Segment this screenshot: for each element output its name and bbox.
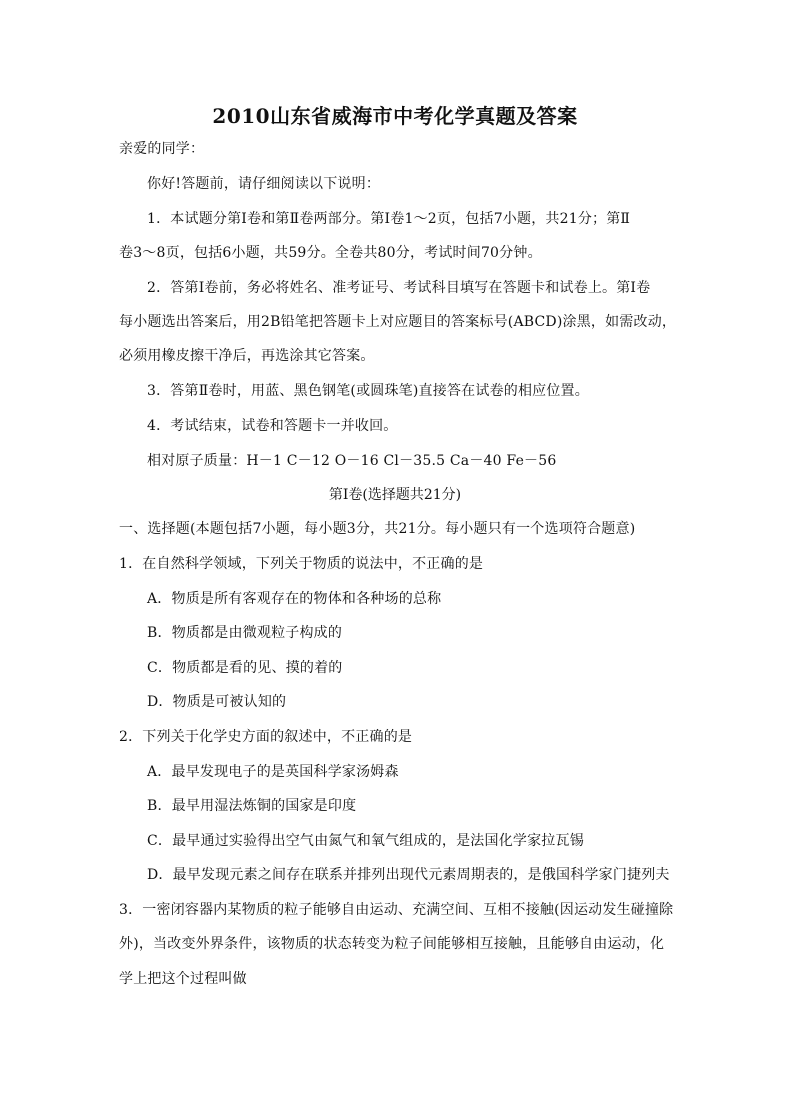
intro-text: 你好!答题前，请仔细阅读以下说明： <box>147 176 381 192</box>
question-1-option-c: C．物质都是看的见、摸的着的 <box>147 660 343 676</box>
question-2-option-a: A．最早发现电子的是英国科学家汤姆森 <box>147 764 399 780</box>
question-1-option-b: B．物质都是由微观粒子构成的 <box>147 625 343 641</box>
instruction-3: 3．答第Ⅱ卷时，用蓝、黑色钢笔(或圆珠笔)直接答在试卷的相应位置。 <box>147 383 589 399</box>
question-2-option-b: B．最早用湿法炼铜的国家是印度 <box>147 798 357 814</box>
section-1-header: 第Ⅰ卷(选择题共21分) <box>328 487 462 503</box>
part-1-intro: 一、选择题(本题包括7小题，每小题3分，共21分。每小题只有一个选项符合题意) <box>119 521 636 537</box>
question-3-line-2: 外)，当改变外界条件，该物质的状态转变为粒子间能够相互接触，且能够自由运动，化 <box>119 936 665 952</box>
question-1-option-a: A．物质是所有客观存在的物体和各种场的总称 <box>147 591 442 607</box>
instruction-1-line-1: 1．本试题分第Ⅰ卷和第Ⅱ卷两部分。第Ⅰ卷1～2页，包括7小题，共21分；第Ⅱ <box>147 211 631 227</box>
instruction-2-line-2: 每小题选出答案后，用2B铅笔把答题卡上对应题目的答案标号(ABCD)涂黑，如需改动， <box>119 314 677 330</box>
instruction-1-line-2: 卷3～8页，包括6小题，共59分。全卷共80分，考试时间70分钟。 <box>119 245 542 261</box>
instruction-2-line-1: 2．答第Ⅰ卷前，务必将姓名、准考证号、考试科目填写在答题卡和试卷上。第Ⅰ卷 <box>147 280 651 296</box>
question-3-line-3: 学上把这个过程叫做 <box>119 971 247 987</box>
question-2-option-c: C．最早通过实验得出空气由氮气和氧气组成的，是法国化学家拉瓦锡 <box>147 833 584 849</box>
instruction-2-line-3: 必须用橡皮擦干净后，再选涂其它答案。 <box>119 348 375 364</box>
question-3-line-1: 3．一密闭容器内某物质的粒子能够自由运动、充满空间、互相不接触(因运动发生碰撞除 <box>119 902 674 918</box>
document-title: 2010山东省威海市中考化学真题及答案 <box>212 104 578 128</box>
question-1-stem: 1．在自然科学领域，下列关于物质的说法中，不正确的是 <box>119 556 484 572</box>
atomic-mass-list: 相对原子质量：H－1 C－12 O－16 Cl－35.5 Ca－40 Fe－56 <box>147 453 557 469</box>
instruction-4: 4．考试结束，试卷和答题卡一并收回。 <box>147 418 398 434</box>
greeting: 亲爱的同学： <box>119 141 205 157</box>
question-2-stem: 2．下列关于化学史方面的叙述中，不正确的是 <box>119 729 413 745</box>
question-1-option-d: D．物质是可被认知的 <box>147 694 287 710</box>
question-2-option-d: D．最早发现元素之间存在联系并排列出现代元素周期表的，是俄国科学家门捷列夫 <box>147 867 670 883</box>
